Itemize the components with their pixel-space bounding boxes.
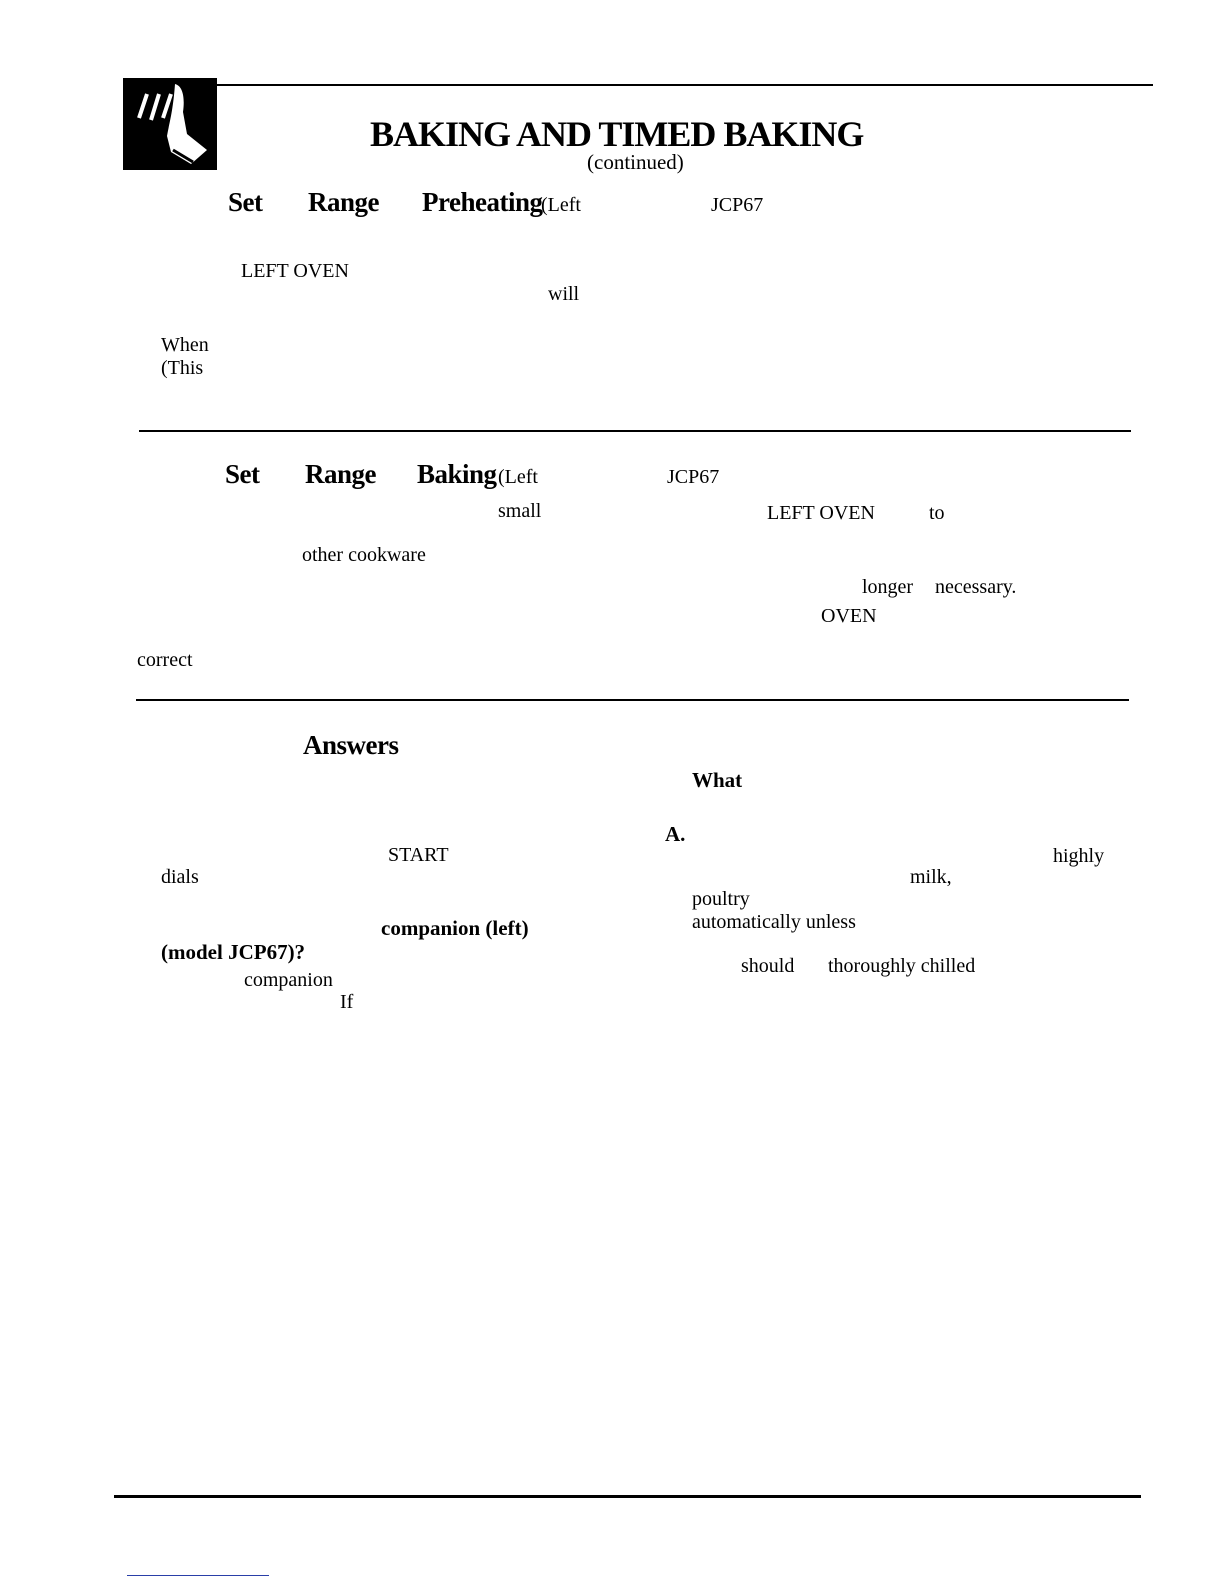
heading-range: Range (308, 187, 379, 217)
text-automatically-unless: automatically unless (692, 911, 856, 933)
text-thoroughly-chilled: thoroughly chilled (828, 955, 976, 977)
page-title: BAKING AND TIMED BAKING (370, 114, 864, 154)
text-milk: milk, (910, 866, 952, 888)
heading-baking: Baking (417, 459, 497, 489)
section-divider (139, 430, 1131, 432)
heading-set: Set (225, 459, 260, 489)
text-highly: highly (1053, 845, 1105, 867)
footer-rule (114, 1495, 1141, 1498)
heading-left: (Left (498, 466, 538, 488)
heading-left: (Left (541, 194, 581, 216)
question-companion-left: companion (left) (381, 916, 529, 940)
heading-model: JCP67 (667, 466, 720, 488)
footer-link-underline (127, 1575, 269, 1576)
text-to: to (929, 502, 945, 524)
question-what: What (692, 768, 743, 792)
text-dials: dials (161, 866, 199, 888)
text-necessary: necessary. (935, 576, 1017, 598)
top-rule (123, 84, 1153, 86)
text-should: should (741, 955, 795, 977)
text-left-oven: LEFT OVEN (241, 260, 349, 282)
text-if: If (340, 991, 354, 1013)
text-correct: correct (137, 649, 193, 671)
text-longer: longer (862, 576, 914, 598)
heading-preheating: Preheating (422, 187, 543, 217)
heading-answers: Answers (303, 730, 399, 760)
heading-model: JCP67 (711, 194, 764, 216)
text-left-oven: LEFT OVEN (767, 502, 875, 524)
question-model: (model JCP67)? (161, 940, 306, 964)
section-divider (136, 699, 1129, 701)
heading-range: Range (305, 459, 376, 489)
page-subtitle: (continued) (587, 150, 684, 174)
text-companion: companion (244, 969, 333, 991)
text-this: (This (161, 357, 204, 379)
text-other-cookware: other cookware (302, 544, 426, 566)
text-when: When (161, 334, 209, 356)
hand-pointing-icon (123, 78, 217, 170)
text-small: small (498, 500, 542, 522)
text-poultry: poultry (692, 888, 750, 910)
text-oven: OVEN (821, 605, 877, 627)
heading-set: Set (228, 187, 263, 217)
text-will: will (548, 283, 580, 305)
text-start: START (388, 844, 449, 866)
answer-marker: A. (665, 822, 686, 846)
